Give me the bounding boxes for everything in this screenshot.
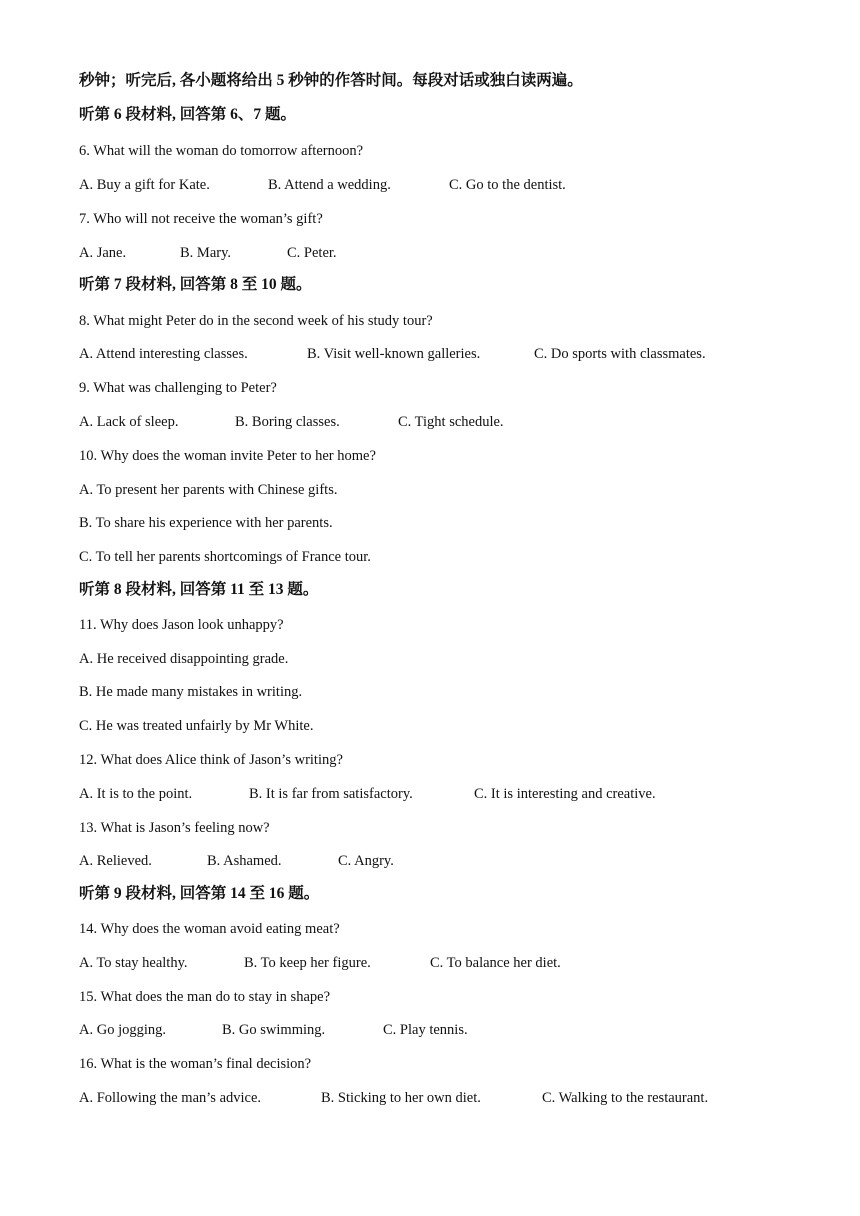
q8-option-c: C. Do sports with classmates. [534, 346, 706, 362]
q8-option-b: B. Visit well-known galleries. [307, 346, 481, 362]
q13-option-c: C. Angry. [338, 853, 394, 869]
q6-option-a: A. Buy a gift for Kate. [79, 177, 210, 193]
question-11: 11. Why does Jason look unhappy? [79, 617, 284, 633]
q14-option-c: C. To balance her diet. [430, 955, 561, 971]
q11-option-b: B. He made many mistakes in writing. [79, 684, 303, 700]
question-15: 15. What does the man do to stay in shape? [79, 989, 331, 1005]
question-6: 6. What will the woman do tomorrow afternoon? [79, 143, 364, 159]
q7-option-c: C. Peter. [287, 245, 337, 261]
q9-option-c: C. Tight schedule. [398, 414, 504, 430]
q15-option-b: B. Go swimming. [222, 1022, 326, 1038]
q15-option-c: C. Play tennis. [383, 1022, 468, 1038]
q12-option-a: A. It is to the point. [79, 786, 193, 802]
q12-option-c: C. It is interesting and creative. [474, 786, 656, 802]
q13-option-b: B. Ashamed. [207, 853, 282, 869]
q14-option-a: A. To stay healthy. [79, 955, 188, 971]
q16-option-c: C. Walking to the restaurant. [542, 1090, 709, 1106]
q6-option-b: B. Attend a wedding. [268, 177, 391, 193]
section-heading-8: 听第 8 段材料, 回答第 11 至 13 题。 [79, 581, 319, 598]
question-10: 10. Why does the woman invite Peter to her home? [79, 448, 376, 464]
q9-option-b: B. Boring classes. [235, 414, 340, 430]
q8-option-a: A. Attend interesting classes. [79, 346, 248, 362]
instructions-text: 秒钟；听完后, 各小题将给出 5 秒钟的作答时间。每段对话或独白读两遍。 [79, 72, 583, 89]
q11-option-a: A. He received disappointing grade. [79, 651, 289, 667]
q7-option-b: B. Mary. [180, 245, 232, 261]
q14-option-b: B. To keep her figure. [244, 955, 371, 971]
question-14: 14. Why does the woman avoid eating meat? [79, 921, 340, 937]
q13-option-a: A. Relieved. [79, 853, 152, 869]
section-heading-9: 听第 9 段材料, 回答第 14 至 16 题。 [79, 885, 320, 902]
q16-option-b: B. Sticking to her own diet. [321, 1090, 481, 1106]
q12-option-b: B. It is far from satisfactory. [249, 786, 413, 802]
question-7: 7. Who will not receive the woman’s gift? [79, 211, 323, 227]
question-12: 12. What does Alice think of Jason’s writing? [79, 752, 343, 768]
section-heading-7: 听第 7 段材料, 回答第 8 至 10 题。 [79, 276, 312, 293]
q10-option-c: C. To tell her parents shortcomings of France tour. [79, 549, 371, 565]
question-13: 13. What is Jason’s feeling now? [79, 820, 270, 836]
q7-option-a: A. Jane. [79, 245, 127, 261]
question-16: 16. What is the woman’s final decision? [79, 1056, 312, 1072]
q9-option-a: A. Lack of sleep. [79, 414, 179, 430]
q10-option-a: A. To present her parents with Chinese gifts. [79, 482, 338, 498]
q15-option-a: A. Go jogging. [79, 1022, 166, 1038]
question-9: 9. What was challenging to Peter? [79, 380, 277, 396]
section-heading-6: 听第 6 段材料, 回答第 6、7 题。 [79, 106, 297, 123]
q11-option-c: C. He was treated unfairly by Mr White. [79, 718, 314, 734]
q6-option-c: C. Go to the dentist. [449, 177, 566, 193]
question-8: 8. What might Peter do in the second week of his study tour? [79, 313, 433, 329]
q10-option-b: B. To share his experience with her parents. [79, 515, 333, 531]
q16-option-a: A. Following the man’s advice. [79, 1090, 262, 1106]
